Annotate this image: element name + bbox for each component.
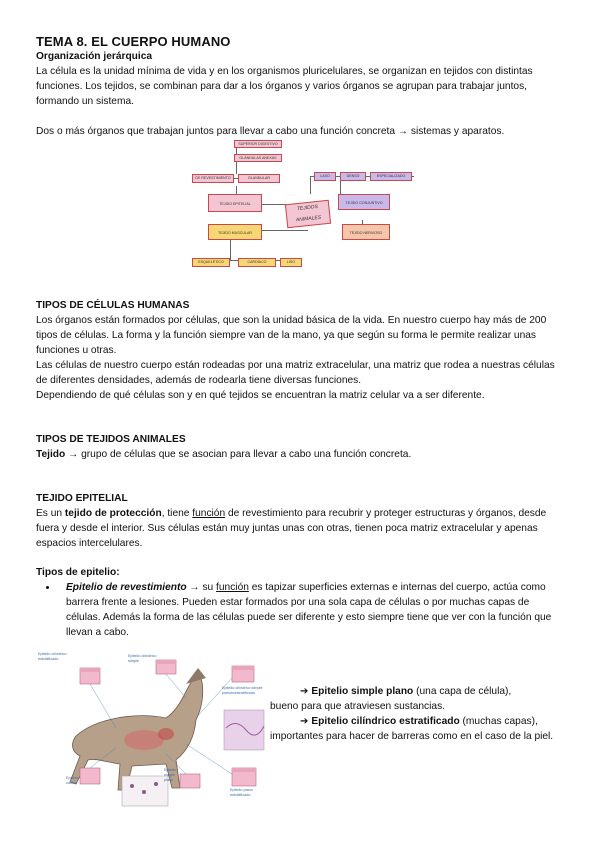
epi-underline-term: función (192, 508, 226, 519)
figure-label-1: Epitelio cilíndrico estratificado (38, 652, 67, 661)
arrow-icon: ➔ (300, 686, 312, 697)
box-epitelial: TEJIDO EPITELIAL (208, 194, 262, 212)
cells-paragraph-3: Dependiendo de qué células son y en qué tejidos se encuentran la matriz celular va a ser diferente. (36, 390, 485, 401)
org-paragraph-2: Dos o más órganos que trabajan juntos para llevar a cabo una función concreta → sistemas y aparatos. (36, 126, 505, 137)
page-title: TEMA 8. EL CUERPO HUMANO (36, 34, 231, 49)
type-simple-plano (270, 684, 570, 699)
box-top1: SUPERIOR DIGESTIVO (234, 140, 282, 148)
epithelium-types (270, 684, 570, 744)
bullet-text-2: es tapizar superficies externas e internas del cuerpo, actúa como barrera frente a lesiones. Pueden estar formados por una sola capa de células o por muchas capas de células. Además la forma de las células puede ser diferente y esto siempre tiene que ver con la función que llevan a cabo. (66, 582, 552, 638)
box-laxo: LAXO (314, 172, 336, 181)
sub1-rest: (una capa de célula), (413, 686, 512, 697)
figure-label-3: Epitelio cilíndrico simple pseudoestratificado (222, 686, 263, 695)
tissue-term: Tejido (36, 449, 66, 460)
box-esqueletico: ESQUELÉTICO (192, 258, 230, 267)
box-center: TEJIDOS ANIMALES (285, 200, 331, 228)
box-glandular: GLANDULAR (238, 174, 280, 183)
epithelial-paragraph (36, 506, 566, 551)
figure-label-6: Epitelio plano estratificado (230, 788, 253, 797)
bullet-underline: función (216, 582, 249, 593)
document-page (36, 34, 566, 640)
epithelial-heading: TEJIDO EPITELIAL (36, 493, 128, 504)
box-top2: GLÁNDULAS ANEXAS (234, 154, 282, 162)
cells-paragraph-1: Los órganos están formados por células, que son la unidad básica de la vida. En nuestro cuerpo hay más de 200 tipos de células. La forma y la función siempre van de la mano, ya que según su forma le permite realizar unas funciones u otras. (36, 315, 547, 356)
box-especializado: ESPECIALIZADO (370, 172, 412, 181)
sub1-term: Epitelio simple plano (311, 686, 414, 697)
box-muscular: TEJIDO MUSCULAR (208, 224, 262, 240)
type-cilindrico (270, 714, 570, 729)
sub2-rest: (muchas capas), (459, 716, 538, 727)
figure-label-4: Epitelio cúbico (66, 776, 79, 785)
sub2-term: Epitelio cilíndrico estratificado (311, 716, 460, 727)
box-nervioso: TEJIDO NERVIOSO (342, 224, 390, 240)
figure-label-2: Epitelio cilíndrico simple (128, 654, 157, 663)
epi-text-1: Es un (36, 508, 65, 519)
bullet-term: Epitelio de revestimiento (66, 582, 187, 593)
box-revest: DE REVESTIMIENTO (192, 174, 234, 183)
org-heading: Organización jerárquica (36, 51, 153, 62)
arrow-icon: ➔ (300, 716, 312, 727)
box-liso: LISO (280, 258, 302, 267)
tissues-definition (36, 447, 566, 462)
tissue-def: → grupo de células que se asocian para llevar a cabo una función concreta. (65, 449, 412, 460)
type-simple-plano-desc: bueno para que atraviesen sustancias. (270, 701, 446, 712)
tissues-heading: TIPOS DE TEJIDOS ANIMALES (36, 434, 186, 445)
epi-bold-term: tejido de protección (64, 508, 162, 519)
box-cardiaco: CARDÍACO (238, 258, 276, 267)
epithelium-figure (36, 648, 266, 814)
types-heading: Tipos de epitelio: (36, 567, 120, 578)
epi-text-3: de revestimiento para recubrir y proteger estructuras y órganos, desde fuera y desde el interior. Sus células están muy juntas unas con otras, tienen poca matriz extracelular y apenas espacios intercelulares. (36, 508, 547, 549)
box-denso: DENSO (340, 172, 366, 181)
types-list (36, 580, 566, 640)
org-paragraph-1: La célula es la unidad mínima de vida y en los organismos pluricelulares, se organizan en tejidos con distintas funciones. Los tejidos, se combinan para dar a los órganos y varios órganos se agrupan para trabajar juntos, formando un sistema. (36, 66, 533, 107)
figure-label-5: Epitelio simple plano (164, 768, 177, 782)
bullet-text-1: → su (186, 582, 217, 593)
epi-text-2: , tiene (161, 508, 193, 519)
tissue-diagram (190, 140, 414, 272)
cells-paragraph-2: Las células de nuestro cuerpo están rodeadas por una matriz extracelular, una matriz que rodea a nuestras células de diferentes densidades, además de rodearla tiene diversas funciones. (36, 360, 555, 386)
type-cilindrico-desc: importantes para hacer de barreras como en el caso de la piel. (270, 731, 554, 742)
cells-heading: TIPOS DE CÉLULAS HUMANAS (36, 300, 190, 311)
box-conjuntivo: TEJIDO CONJUNTIVO (338, 194, 390, 210)
list-item (58, 580, 566, 640)
